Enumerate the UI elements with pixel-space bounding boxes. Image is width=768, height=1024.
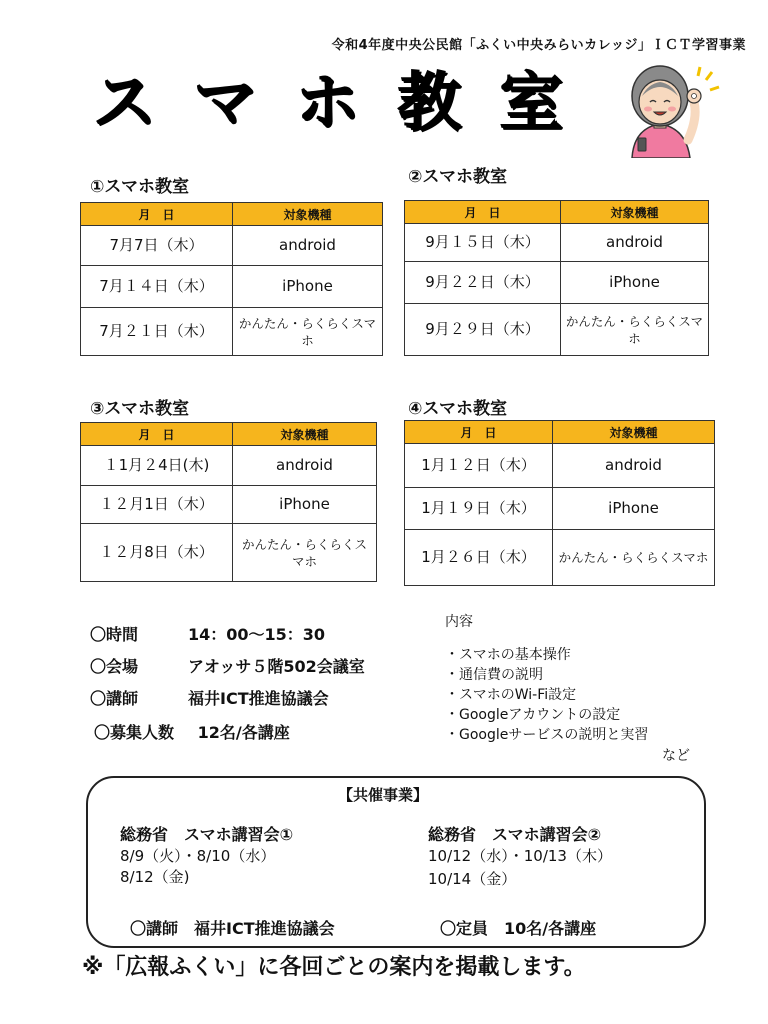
class3-title: ③スマホ教室 (90, 399, 190, 419)
time-value: 14：00～15：30 (188, 625, 326, 644)
time-label: 〇時間 (90, 625, 139, 644)
right-dates-line2: 10/14（金） (428, 870, 517, 888)
table-cell-device: android (553, 444, 715, 488)
instructor-value: 福井ICT推進協議会 (188, 689, 329, 708)
class4-date-header: 月 日 (405, 421, 553, 444)
table-cell-date: １２月1日（木） (81, 486, 233, 524)
table-cell-date: 7月7日（木） (81, 226, 233, 266)
cosponsored-left-dates (120, 846, 275, 888)
class3-device-header: 対象機種 (233, 423, 377, 446)
table-cell-date: 1月２６日（木） (405, 530, 553, 586)
table-cell-device: iPhone (233, 266, 383, 308)
instructor-label: 〇講師 (90, 689, 139, 708)
header-subtitle: 令和4年度中央公民館「ふくい中央みらいカレッジ」ＩＣＴ学習事業 (331, 38, 746, 53)
class4-table (404, 420, 715, 586)
page-title: スマホ教室 (92, 66, 601, 140)
table-cell-device: かんたん・らくらくスマホ (553, 530, 715, 586)
class1-device-header: 対象機種 (233, 203, 383, 226)
class3-table (80, 422, 377, 582)
table-cell-date: １1月２4日(木) (81, 446, 233, 486)
class2-title: ②スマホ教室 (408, 167, 508, 187)
woman-ok-illustration (612, 58, 722, 158)
contents-etc: など (662, 748, 690, 764)
class2-table (404, 200, 709, 356)
table-cell-device: iPhone (233, 486, 377, 524)
contents-title: 内容 (445, 614, 473, 630)
info-time (90, 622, 420, 646)
left-dates-line2: 8/12（金) (120, 868, 190, 886)
cosponsored-capacity: 〇定員 10名/各講座 (440, 919, 597, 938)
capacity-value: 12名/各講座 (197, 723, 290, 742)
list-item: ・スマホの基本操作 (445, 647, 571, 663)
class1-table (80, 202, 383, 356)
table-cell-device: かんたん・らくらくスマホ (561, 304, 709, 356)
class1-date-header: 月 日 (81, 203, 233, 226)
table-cell-date: 1月１２日（木） (405, 444, 553, 488)
class1-title: ①スマホ教室 (90, 177, 190, 197)
list-item: ・Googleサービスの説明と実習 (445, 727, 649, 743)
info-capacity (94, 720, 424, 744)
cosponsored-title: 【共催事業】 (338, 786, 429, 804)
right-dates-line1: 10/12（水）・10/13（木） (428, 847, 612, 865)
info-instructor (90, 686, 420, 710)
table-cell-device: iPhone (553, 488, 715, 530)
table-cell-device: かんたん・らくらくスマホ (233, 524, 377, 582)
table-cell-date: 7月１４日（木） (81, 266, 233, 308)
class2-date-header: 月 日 (405, 201, 561, 224)
capacity-label: 〇募集人数 (94, 723, 175, 742)
class4-device-header: 対象機種 (553, 421, 715, 444)
venue-label: 〇会場 (90, 657, 139, 676)
info-venue (90, 654, 420, 678)
table-cell-date: 1月１９日（木） (405, 488, 553, 530)
cosponsored-right-heading: 総務省 スマホ講習会② (428, 825, 602, 844)
cosponsored-left-heading: 総務省 スマホ講習会① (120, 825, 294, 844)
list-item: ・Googleアカウントの設定 (445, 707, 621, 723)
table-cell-device: かんたん・らくらくスマホ (233, 308, 383, 356)
table-cell-date: １２月8日（木） (81, 524, 233, 582)
venue-value: アオッサ５階502会議室 (188, 657, 365, 676)
notice-text: ※「広報ふくい」に各回ごとの案内を掲載します。 (82, 955, 586, 980)
table-cell-date: 9月２９日（木） (405, 304, 561, 356)
left-dates-line1: 8/9（火）・8/10（水） (120, 847, 276, 865)
table-cell-date: 7月２１日（木） (81, 308, 233, 356)
list-item: ・通信費の説明 (445, 667, 543, 683)
contents-list (445, 645, 715, 745)
table-cell-device: android (233, 446, 377, 486)
table-cell-device: iPhone (561, 262, 709, 304)
cosponsored-right-dates (428, 846, 612, 890)
table-cell-date: 9月２２日（木） (405, 262, 561, 304)
table-cell-date: 9月１５日（木） (405, 224, 561, 262)
class4-title: ④スマホ教室 (408, 399, 508, 419)
list-item: ・スマホのWi-Fi設定 (445, 687, 577, 703)
class2-device-header: 対象機種 (561, 201, 709, 224)
cosponsored-instructor: 〇講師 福井ICT推進協議会 (130, 919, 335, 938)
class3-date-header: 月 日 (81, 423, 233, 446)
table-cell-device: android (561, 224, 709, 262)
table-cell-device: android (233, 226, 383, 266)
